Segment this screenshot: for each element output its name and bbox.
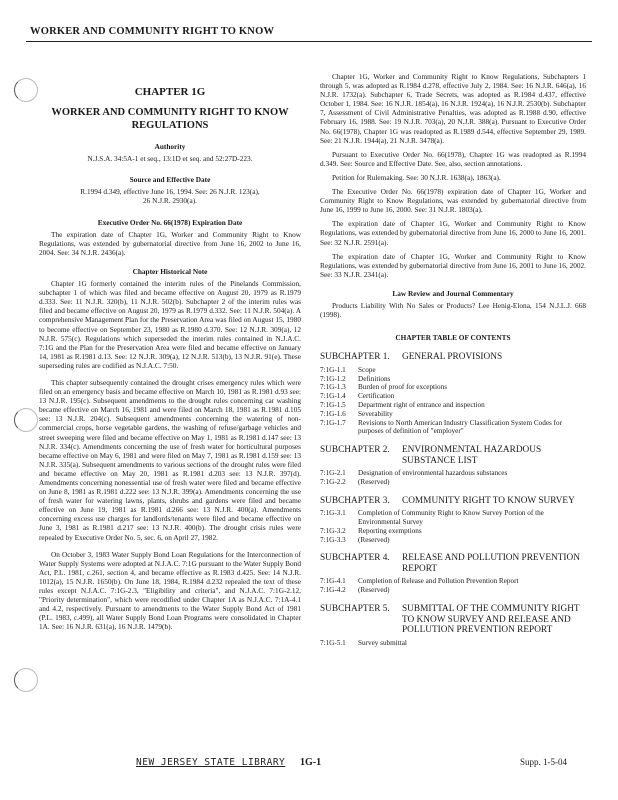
adoption-paragraph: Chapter 1G, Worker and Community Right to Know Regulations, Subchapters 1 through 5, was adopted as R.1984 d.278, effective July 2, 1984. See: 16 N.J.R. 646(a), 16 N.J.R. 1732(a). Subchapter 6, Trade Secrets, was adopted as R.1984 d.437, effective October 1, 1984. See: 16 N.J.R. 1854(a), 16 N.J.R. 1924(a), 16 N.J.R. 2530(b). Subchapter 7, Assessment of Civil Administrative Penalties, was adopted as R.1988 d.90, effective February 16, 1988. See: 19 N.J.R. 703(a), 20 N.J.R. 388(a). Pursuant to Executive Order No. 66(1978), Chapter 1G was readopted as R.1989 d.544, effective September 29, 1989. See: 21 N.J.R. 1944(a), 21 N.J.R. 3478(a). (320, 72, 586, 145)
section-label: Revisions to North American Industry Classification System Codes for purposes of definition of "employer" (358, 418, 563, 436)
toc-entry (320, 383, 586, 392)
section-number: 7:1G-2.1 (320, 469, 346, 478)
section-label: Survey submittal (358, 638, 407, 647)
chapter-title: WORKER AND COMMUNITY RIGHT TO KNOW REGULATIONS (51, 107, 289, 131)
authority-heading: Authority (154, 142, 186, 152)
toc-heading: CHAPTER TABLE OF CONTENTS (395, 333, 511, 343)
eo-expiration-heading: Executive Order No. 66(1978) Expiration Date (97, 217, 243, 227)
toc-entry (320, 401, 586, 410)
historical-note-paragraph: Chapter 1G formerly contained the interim rules of the Pinelands Commission, subchapter 1 of which was filed and became effective on August 20, 1979 as R.1979 d.333. See: 11 N.J.R. 320(b), 11 N.J.R. 502(b). Subchapter 2 of the interim rules was filed and became effective on August 20, 1979 as R.1979 d.332. See: 11 N.J.R. 504(a). A comprehensive Management Plan for the Preservation Area was filed on August 15, 1980 to become effective on September 23, 1980 as R.1980 d.370. See: 12 N.J.R. 309(a), 12 N.J.R. 575(c). Regulations which superseded the interim rules contained in N.J.A.C. 7:1G and the Plan for the Preservation Area were filed and became effective on January 14, 1981 as R.1981 d.13. See: 12 N.J.R. 309(a), 12 N.J.R. 513(b), 13 N.J.R. 91(e). These superseding rules are codified as N.J.A.C. 7:50. (39, 279, 301, 370)
toc-entry (320, 527, 586, 536)
section-number: 7:1G-3.1 (320, 509, 346, 518)
section-label: Reporting exemptions (358, 526, 422, 535)
toc-entry (320, 410, 586, 419)
section-number: 7:1G-1.3 (320, 383, 346, 392)
toc-subchapter (320, 604, 586, 647)
section-label: Burden of proof for exceptions (358, 383, 448, 392)
section-label: Certification (358, 392, 395, 401)
historical-note-paragraph: This chapter subsequently contained the drought crises emergency rules which were filed on an emergency basis and became effective on March 10, 1981 as R.1981 d.93 see: 13 N.J.R. 195(c). Subsequent amendments to the drought rules concerning car washing became effective on March 16, 1981 and were filed on March 18, 1981 as R.1981 d.105 see: 13 N.J.R. 204(c). Subsequent amendments concerning the watering of non-commercial crops, horse vegetable gardens, the washing of refuse/garbage vehicles and street sweeping were filed and became effective on May 1, 1981 as R.1981 d.147 see: 13 N.J.R. 334(c). Amendments concerning the use of fresh water for horticultural purposes became effective on May 6, 1981 and were filed on May 7, 1981 as R.1981 d.159 see: 13 N.J.R. 335(a). Subsequent amendments to various sections of the drought rules were filed and became effective on May 20, 1981 as R.1981 d.203 see: 13 N.J.R. 397(d). Amendments concerning nonessential use of fresh water were filed and became effective on June 8, 1981 as R.1981 d.222 see: 13 N.J.R. 399(a). Amendments concerning the use of fresh water for watering lawns, plants, shrubs and gardens were filed and became effective on June 19, 1981 as R.1981 d.266 see: 13 N.J.R. 400(a). Amendments concerning excess use charges for landlords/tenants were filed and became effective on June 3, 1981 as R.1981 d.217 see: 13 N.J.R. 400(b). The drought crisis rules were repealed by Executive Order No. 5, sec. 6, on April 27, 1982. (39, 377, 301, 542)
punch-hole-mark (14, 408, 38, 432)
subchapter-number: SUBCHAPTER 2. (320, 445, 390, 456)
adoption-paragraph: Petition for Rulemaking. See: 30 N.J.R. 1638(a), 1863(a). (332, 172, 501, 182)
section-label: (Reserved) (358, 586, 390, 595)
section-number: 7:1G-1.4 (320, 392, 346, 401)
subchapter-title: COMMUNITY RIGHT TO KNOW SURVEY (402, 495, 575, 506)
toc-entry (320, 509, 586, 527)
section-label: Scope (358, 365, 376, 374)
section-number: 7:1G-3.3 (320, 535, 346, 544)
adoption-paragraph: The expiration date of Chapter 1G, Worker and Community Right to Know Regulations, was extended by gubernatorial directive from June 16, 2001 to June 16, 2002. See: 33 N.J.R. 2341(a). (320, 251, 586, 279)
subchapter-heading (320, 553, 586, 574)
subchapter-title: GENERAL PROVISIONS (402, 352, 503, 363)
adoption-paragraph: The expiration date of Chapter 1G, Worker and Community Right to Know Regulations, was extended by gubernatorial directive from June 16, 2000 to June 16, 2001. See: 32 N.J.R. 2591(a). (320, 219, 586, 247)
section-number: 7:1G-1.6 (320, 409, 346, 418)
section-label: Department right of entrance and inspection (358, 400, 485, 409)
authority-text: N.J.S.A. 34:5A-1 et seq., 13:1D et seq. and 52:27D-223. (87, 154, 253, 164)
right-column (320, 72, 586, 647)
section-number: 7:1G-1.7 (320, 418, 346, 427)
source-text: R.1994 d.349, effective June 16, 1994. See: 26 N.J.R. 123(a), 26 N.J.R. 2930(a). (80, 187, 260, 206)
toc-entry (320, 639, 586, 648)
section-number: 7:1G-4.2 (320, 586, 346, 595)
adoption-paragraph: Pursuant to Executive Order No. 66(1978), Chapter 1G was readopted as R.1994 d.349. See: Source and Effective Date. See, also, section annotations. (320, 149, 586, 168)
subchapter-number: SUBCHAPTER 4. (320, 553, 390, 564)
punch-hole-mark (14, 78, 38, 102)
page-number: 1G-1 (300, 757, 322, 768)
toc-subchapter (320, 496, 586, 545)
section-label: Completion of Community Right to Know Survey Portion of the Environmental Survey (358, 509, 544, 527)
toc-entry (320, 375, 586, 384)
adoption-paragraph: The Executive Order No. 66(1978) expiration date of Chapter 1G, Worker and Community Right to Know Regulations, was extended by gubernatorial directive from June 16, 1999 to June 16, 2000. See: 31 N.J.R. 1803(a). (320, 187, 586, 215)
toc-entry (320, 392, 586, 401)
section-label: Definitions (358, 374, 391, 383)
toc-entry (320, 536, 586, 545)
subchapter-title: SUBMITTAL OF THE COMMUNITY RIGHT TO KNOW SURVEY AND RELEASE AND POLLUTION PREVENTION REPORT (402, 604, 580, 635)
historical-note-paragraph: On October 3, 1983 Water Supply Bond Loan Regulations for the Interconnection of Water Supply Systems were adopted at N.J.A.C. 7:1G pursuant to the Water Supply Bond Act, P.L. 1981, c.261, section 4, and became effective as R.1983 d.425. See: 14 N.J.R. 1012(a), 15 N.J.R. 1650(b). On June 18, 1984, R.1984 d.232 repealed the text of these rules except N.J.A.C. 7:1G-2.3, "Eligibility and criteria", and N.J.A.C. 7:1G-2.12, "Priority determination", which were recodified under Chapter 1A as N.J.A.C. 7:1A-4.1 and 4.2, respectively. Pursuant to amendments to the Water Supply Bond Act of 1981 (P.L. 1983, c.499), all Water Supply Bond Loan Programs were consolidated in Chapter 1A. See: 16 N.J.R. 631(a), 16 N.J.R. 1479(b). (39, 549, 301, 632)
header-rule (26, 41, 592, 42)
chapter-number: CHAPTER 1G (134, 86, 206, 98)
section-label: (Reserved) (358, 477, 390, 486)
toc-entry (320, 469, 586, 478)
section-label: Designation of environmental hazardous substances (358, 469, 508, 478)
toc-entry (320, 586, 586, 595)
section-label: Completion of Release and Pollution Prevention Report (358, 577, 519, 586)
section-number: 7:1G-1.5 (320, 400, 346, 409)
punch-hole-mark (14, 668, 38, 692)
law-review-text: Products Liability With No Sales or Products? Lee Henig-Elona, 154 N.J.L.J. 668 (1998). (320, 300, 586, 320)
toc-subchapter (320, 445, 586, 487)
supplement-date: Supp. 1-5-04 (520, 757, 567, 767)
section-number: 7:1G-4.1 (320, 577, 346, 586)
toc-entry (320, 419, 586, 437)
subchapter-heading (320, 445, 586, 466)
toc-entry (320, 366, 586, 375)
law-review-heading: Law Review and Journal Commentary (392, 288, 514, 298)
subchapter-number: SUBCHAPTER 3. (320, 495, 390, 506)
section-label: (Reserved) (358, 535, 390, 544)
left-column (39, 72, 301, 637)
toc-subchapter (320, 553, 586, 595)
toc-subchapter (320, 352, 586, 436)
section-number: 7:1G-2.2 (320, 477, 346, 486)
subchapter-number: SUBCHAPTER 5. (320, 604, 390, 614)
section-number: 7:1G-1.1 (320, 365, 346, 374)
eo-expiration-text: The expiration date of Chapter 1G, Worker and Community Right to Know Regulations, was extended by gubernatorial directive from June 16, 2002 to June 16, 2004. See: 34 N.J.R. 2436(a). (39, 229, 301, 257)
subchapter-title: RELEASE AND POLLUTION PREVENTION REPORT (402, 553, 580, 574)
source-heading: Source and Effective Date (129, 175, 211, 185)
library-stamp: NEW JERSEY STATE LIBRARY (136, 757, 286, 768)
subchapter-title: ENVIRONMENTAL HAZARDOUS SUBSTANCE LIST (402, 445, 542, 466)
section-number: 7:1G-3.2 (320, 526, 346, 535)
section-number: 7:1G-1.2 (320, 374, 346, 383)
subchapter-heading (320, 496, 586, 507)
running-head: WORKER AND COMMUNITY RIGHT TO KNOW (30, 26, 275, 37)
section-label: Severability (358, 409, 393, 418)
toc-entry (320, 577, 586, 586)
subchapter-heading (320, 604, 586, 636)
historical-note-heading: Chapter Historical Note (132, 266, 208, 276)
subchapter-number: SUBCHAPTER 1. (320, 352, 390, 363)
toc-entry (320, 478, 586, 487)
subchapter-heading (320, 352, 586, 363)
section-number: 7:1G-5.1 (320, 638, 346, 647)
